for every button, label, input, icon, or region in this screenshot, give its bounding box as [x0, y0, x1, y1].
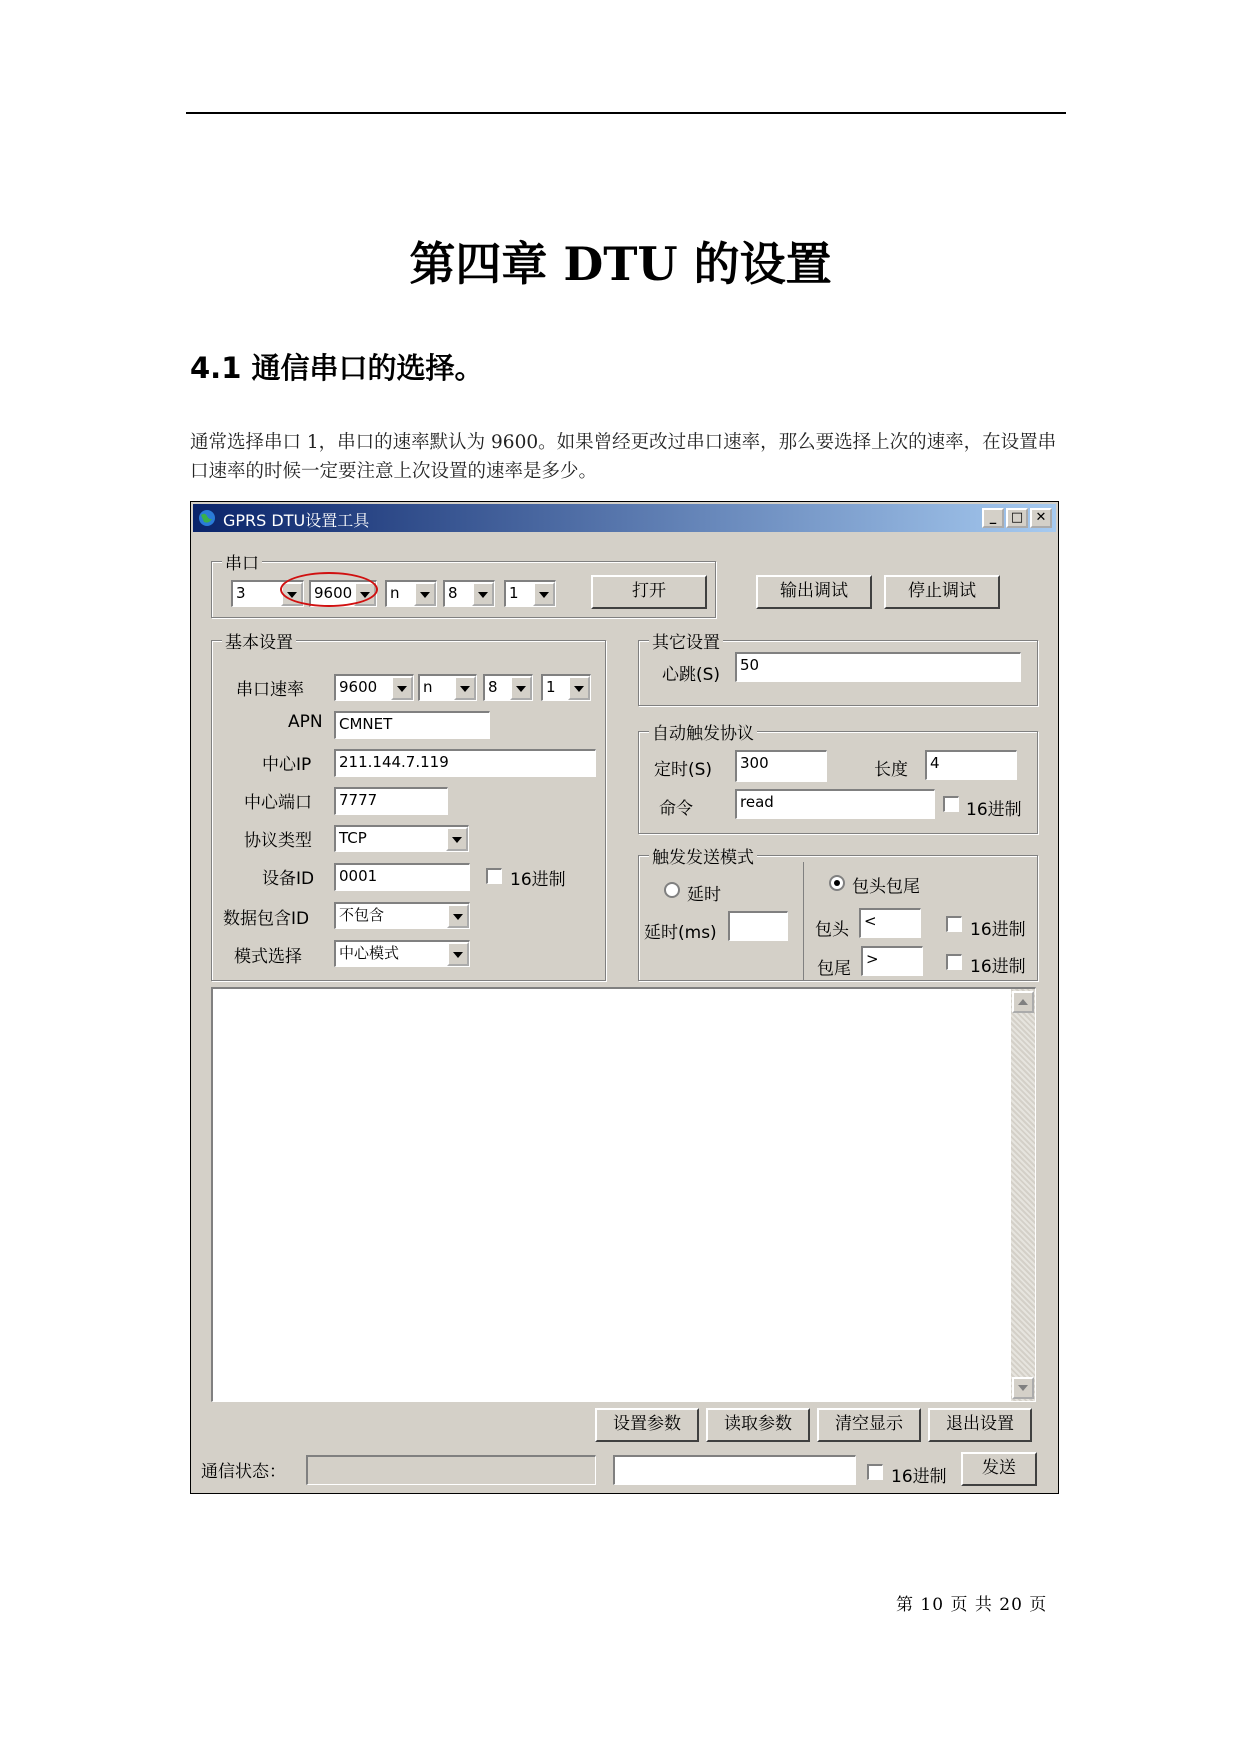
- maximize-button[interactable]: □: [1006, 508, 1028, 528]
- tail-label: 包尾: [817, 959, 851, 979]
- heartbeat-input[interactable]: 50: [735, 652, 1021, 682]
- protocol-select[interactable]: [334, 825, 469, 852]
- basic-databits-select[interactable]: [483, 674, 533, 701]
- close-button[interactable]: ✕: [1030, 508, 1052, 528]
- dtu-settings-window: [190, 501, 1059, 1494]
- serial-stopbits-select[interactable]: [504, 580, 556, 607]
- stop-debug-button[interactable]: 停止调试: [884, 575, 1000, 609]
- center-port-label: 中心端口: [244, 793, 312, 813]
- exit-settings-button[interactable]: 退出设置: [928, 1408, 1032, 1442]
- mode-label: 模式选择: [234, 947, 302, 967]
- basic-baud-select[interactable]: [334, 674, 414, 701]
- mode-select[interactable]: [334, 940, 470, 967]
- apn-input[interactable]: CMNET: [334, 711, 490, 739]
- baud-label: 串口速率: [236, 680, 304, 700]
- chevron-down-icon[interactable]: [510, 676, 532, 700]
- basic-stopbits-select[interactable]: [541, 674, 591, 701]
- header-rule: [186, 112, 1066, 114]
- delay-radio[interactable]: [664, 882, 680, 898]
- serial-parity-select[interactable]: [385, 580, 437, 607]
- device-id-label: 设备ID: [262, 869, 315, 889]
- status-field: [306, 1455, 596, 1485]
- basic-parity-value: n: [423, 678, 433, 696]
- auto-trigger-title: 自动触发协议: [649, 719, 757, 744]
- protocol-value: TCP: [339, 829, 367, 847]
- tail-hex-checkbox[interactable]: [946, 954, 962, 970]
- output-debug-button[interactable]: 输出调试: [756, 575, 872, 609]
- delay-ms-label: 延时(ms): [644, 923, 717, 943]
- set-params-button[interactable]: 设置参数: [595, 1408, 699, 1442]
- chevron-down-icon[interactable]: [391, 676, 413, 700]
- serial-baud-value: 9600: [314, 584, 353, 602]
- send-button[interactable]: 发送: [961, 1452, 1037, 1486]
- serial-parity-value: n: [390, 584, 400, 602]
- timer-input[interactable]: 300: [735, 750, 827, 782]
- section-title: 4.1 通信串口的选择。: [190, 351, 484, 385]
- highlight-circle: [280, 572, 378, 607]
- center-ip-input[interactable]: 211.144.7.119: [334, 749, 596, 777]
- length-input[interactable]: 4: [925, 750, 1017, 780]
- chevron-down-icon[interactable]: [414, 582, 436, 606]
- chevron-down-icon[interactable]: [447, 904, 469, 928]
- open-button[interactable]: 打开: [591, 575, 707, 609]
- command-hex-checkbox[interactable]: [943, 796, 959, 812]
- chevron-down-icon[interactable]: [446, 827, 468, 851]
- basic-stopbits-value: 1: [546, 678, 556, 696]
- delay-radio-label: 延时: [687, 885, 721, 905]
- head-tail-radio[interactable]: [829, 875, 845, 891]
- timer-label: 定时(S): [654, 760, 713, 780]
- device-hex-label: 16进制: [510, 870, 566, 890]
- delay-ms-input[interactable]: [728, 911, 788, 941]
- packet-id-select[interactable]: [334, 902, 470, 929]
- vertical-scrollbar[interactable]: [1011, 989, 1035, 1401]
- serial-databits-select[interactable]: [443, 580, 495, 607]
- apn-label: APN: [288, 712, 323, 732]
- send-input[interactable]: [613, 1455, 856, 1485]
- center-port-input[interactable]: 7777: [334, 787, 448, 815]
- basic-baud-value: 9600: [339, 678, 378, 696]
- chevron-down-icon[interactable]: [472, 582, 494, 606]
- read-params-button[interactable]: 读取参数: [706, 1408, 810, 1442]
- serial-databits-value: 8: [448, 584, 458, 602]
- basic-settings-title: 基本设置: [222, 628, 296, 653]
- command-label: 命令: [659, 799, 693, 819]
- basic-databits-value: 8: [488, 678, 498, 696]
- chapter-title: 第四章 DTU 的设置: [409, 237, 832, 291]
- trigger-divider: [803, 862, 804, 980]
- trigger-send-title: 触发发送模式: [649, 843, 757, 868]
- head-hex-checkbox[interactable]: [946, 916, 962, 932]
- window-title: GPRS DTU设置工具: [223, 511, 370, 530]
- serial-stopbits-value: 1: [509, 584, 519, 602]
- command-input[interactable]: read: [735, 789, 935, 819]
- chevron-down-icon[interactable]: [568, 676, 590, 700]
- serial-group-title: 串口: [222, 549, 262, 574]
- minimize-button[interactable]: _: [982, 508, 1004, 528]
- packet-id-value: 不包含: [339, 906, 385, 924]
- send-hex-label: 16进制: [891, 1467, 947, 1487]
- center-ip-label: 中心IP: [262, 755, 312, 775]
- basic-parity-select[interactable]: [418, 674, 477, 701]
- command-hex-label: 16进制: [966, 800, 1022, 820]
- chevron-down-icon[interactable]: [447, 942, 469, 966]
- head-input[interactable]: <: [859, 908, 921, 938]
- scroll-down-icon[interactable]: [1012, 1377, 1034, 1399]
- scroll-up-icon[interactable]: [1012, 991, 1034, 1013]
- page-footer: 第 10 页 共 20 页: [896, 1595, 1048, 1615]
- other-settings-title: 其它设置: [649, 628, 723, 653]
- clear-display-button[interactable]: 清空显示: [817, 1408, 921, 1442]
- title-bar[interactable]: [193, 504, 1056, 532]
- tail-input[interactable]: >: [861, 946, 923, 976]
- length-label: 长度: [874, 760, 908, 780]
- device-id-input[interactable]: 0001: [334, 863, 470, 891]
- protocol-label: 协议类型: [244, 831, 312, 851]
- heartbeat-label: 心跳(S): [662, 665, 721, 685]
- body-paragraph: 通常选择串口 1，串口的速率默认为 9600。如果曾经更改过串口速率，那么要选择上次的速率，在设置串口速率的时候一定要注意上次设置的速率是多少。: [190, 432, 1057, 482]
- output-display-area[interactable]: [211, 987, 1036, 1402]
- head-hex-label: 16进制: [970, 920, 1026, 940]
- head-label: 包头: [815, 920, 849, 940]
- device-hex-checkbox[interactable]: [486, 868, 502, 884]
- serial-port-value: 3: [236, 584, 246, 602]
- mode-value: 中心模式: [339, 944, 400, 962]
- send-hex-checkbox[interactable]: [867, 1464, 883, 1480]
- packet-id-label: 数据包含ID: [223, 909, 310, 929]
- chevron-down-icon[interactable]: [533, 582, 555, 606]
- chevron-down-icon[interactable]: [454, 676, 476, 700]
- globe-icon: [197, 508, 217, 528]
- status-label: 通信状态：: [201, 1462, 286, 1482]
- tail-hex-label: 16进制: [970, 957, 1026, 977]
- head-tail-radio-label: 包头包尾: [852, 877, 920, 897]
